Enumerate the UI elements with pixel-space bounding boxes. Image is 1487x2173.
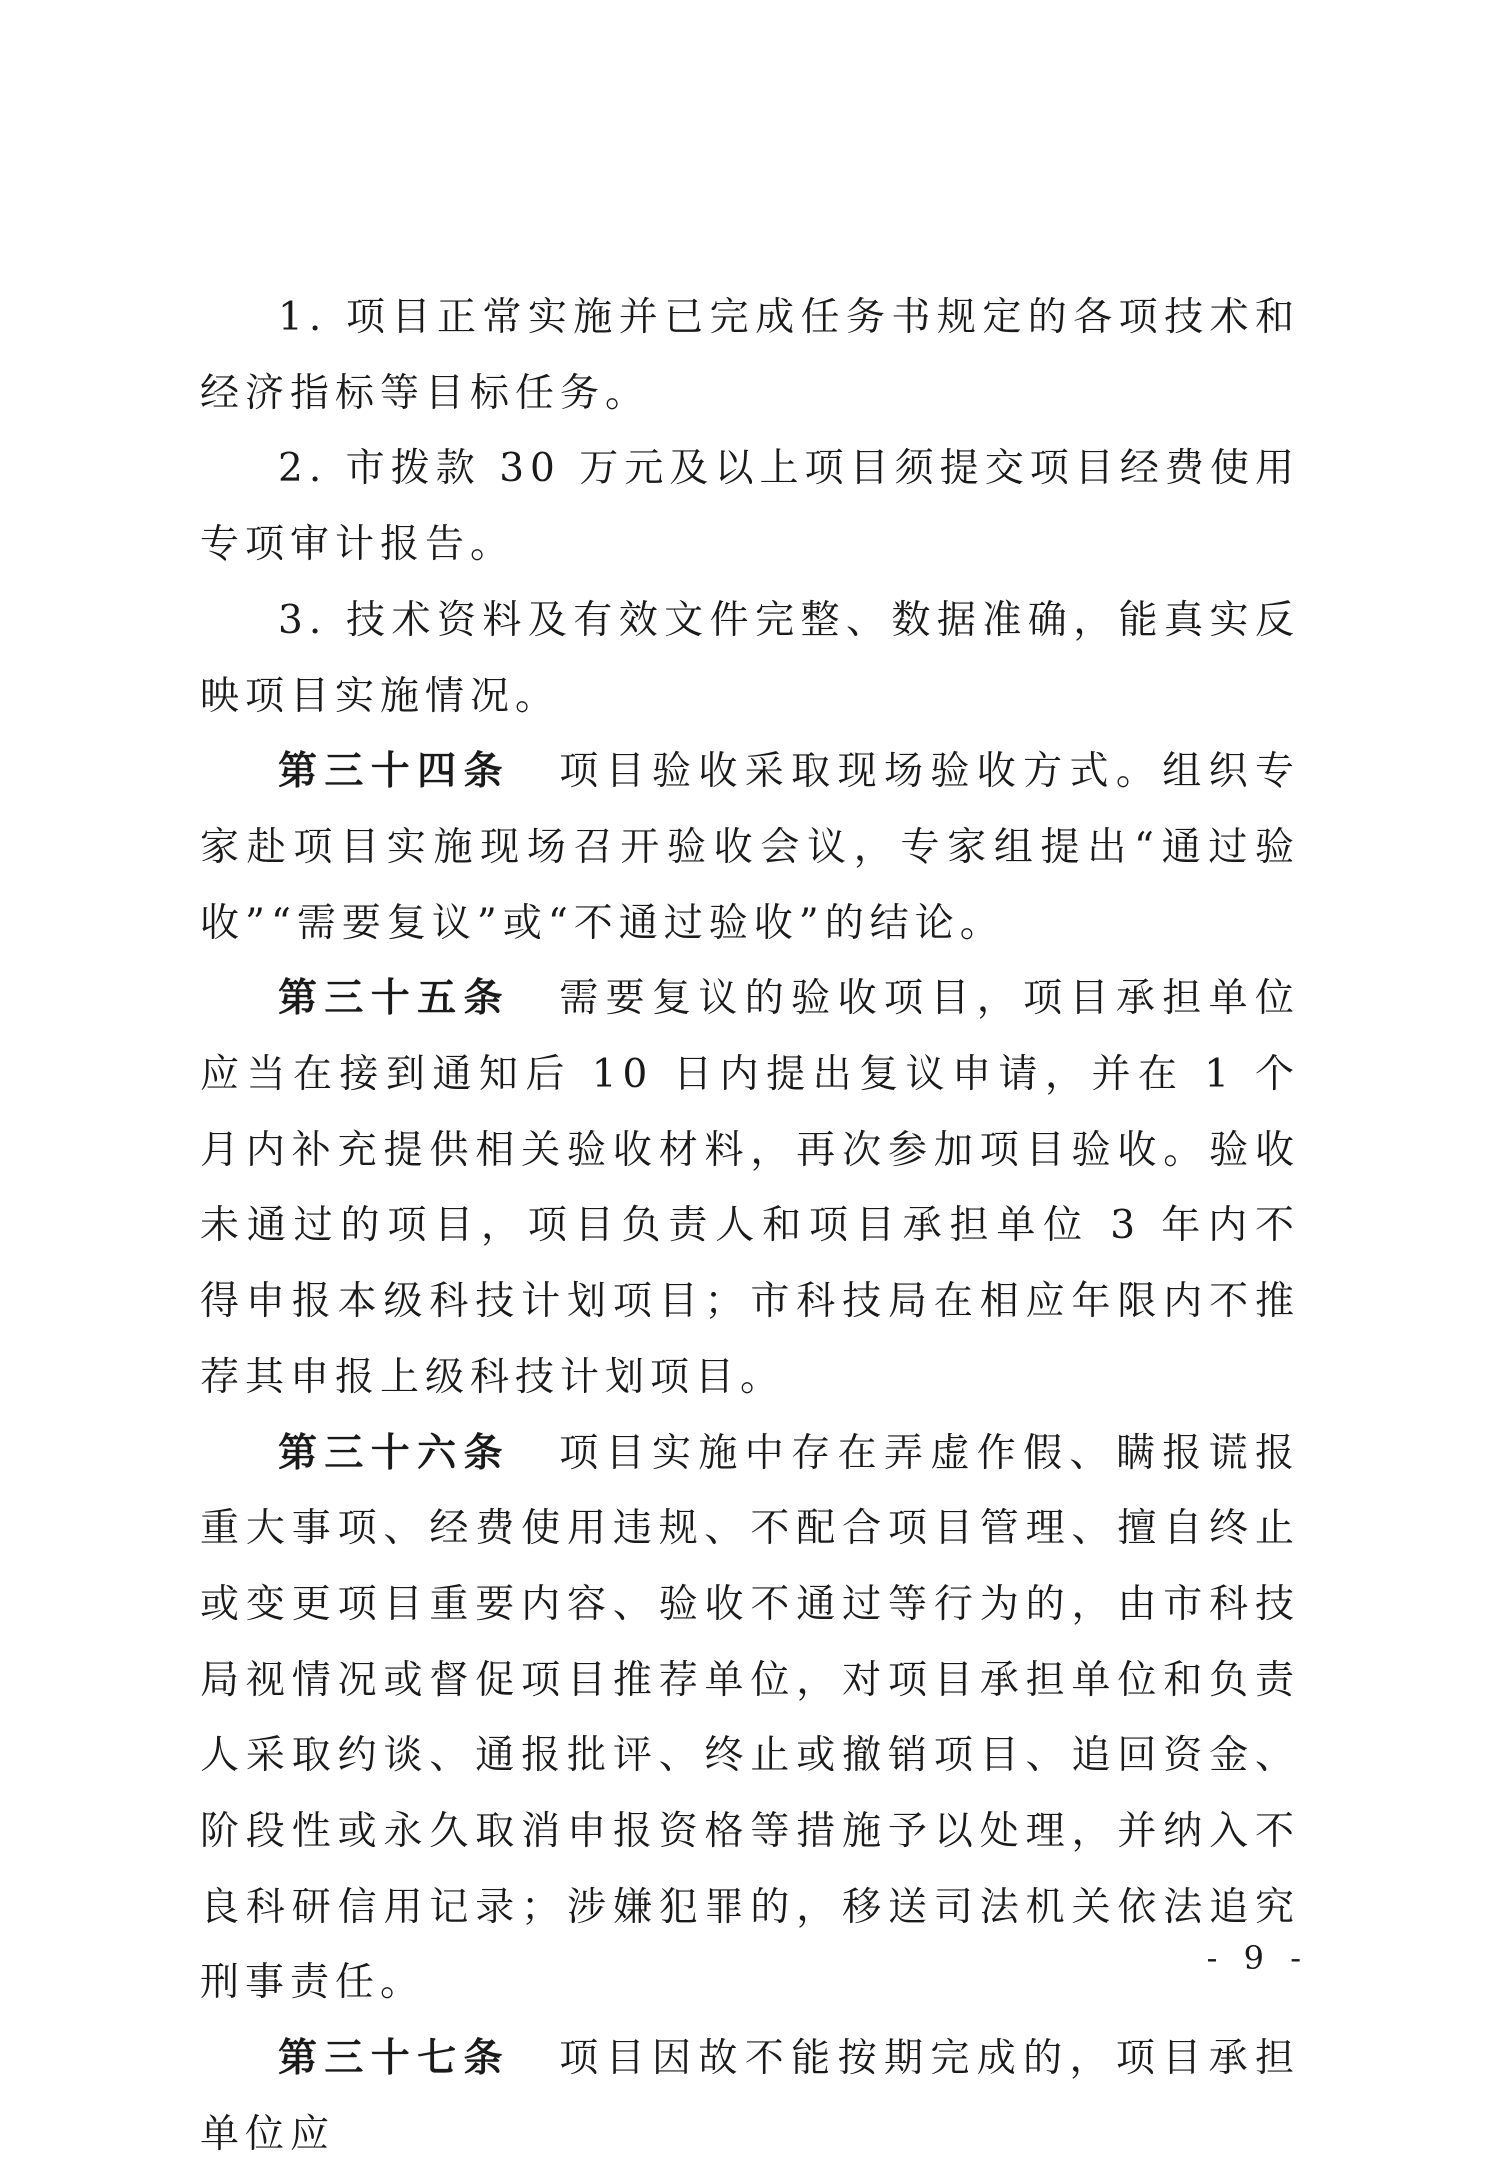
paragraph-text: 3. 技术资料及有效文件完整、数据准确，能真实反映项目实施情况。 [200,597,1300,719]
article-35 [200,961,1300,1415]
article-text: 项目验收采取现场验收方式。组织专家赴项目实施现场召开验收会议，专家组提出“通过验收”“需要复议”或“不通过验收”的结论。 [200,749,1300,946]
article-text: 项目因故不能按期完成的，项目承担单位应 [200,2036,1300,2157]
paragraph-condition-2 [200,431,1300,582]
article-34 [200,734,1300,961]
paragraph-condition-3 [200,583,1300,734]
article-text: 需要复议的验收项目，项目承担单位应当在接到通知后 10 日内提出复议申请，并在 1 个月内补充提供相关验收材料，再次参加项目验收。验收未通过的项目，项目负责人和项目承担单位 3 年内不得申报本级科技计划项目；市科技局在相应年限内不推荐其申报上级科技计划项目。 [200,976,1300,1400]
article-36 [200,1416,1300,2022]
paragraph-condition-1 [200,280,1300,431]
document-body [200,280,1300,2173]
article-37 [200,2021,1300,2172]
paragraph-text: 2. 市拨款 30 万元及以上项目须提交项目经费使用专项审计报告。 [200,446,1300,568]
paragraph-text: 1. 项目正常实施并已完成任务书规定的各项技术和经济指标等目标任务。 [200,295,1300,416]
article-number: 第三十五条 [278,975,510,1022]
article-text: 项目实施中存在弄虚作假、瞒报谎报重大事项、经费使用违规、不配合项目管理、擅自终止或变更项目重要内容、验收不通过等行为的，由市科技局视情况或督促项目推荐单位，对项目承担单位和负责人采取约谈、通报批评、终止或撤销项目、追回资金、阶段性或永久取消申报资格等措施予以处理，并纳入不良科研信用记录；涉嫌犯罪的，移送司法机关依法追究刑事责任。 [200,1430,1300,2006]
article-number: 第三十四条 [278,748,510,795]
article-number: 第三十六条 [278,1429,510,1476]
page-number: - 9 - [1206,1939,1309,1977]
article-number: 第三十七条 [278,2035,510,2082]
